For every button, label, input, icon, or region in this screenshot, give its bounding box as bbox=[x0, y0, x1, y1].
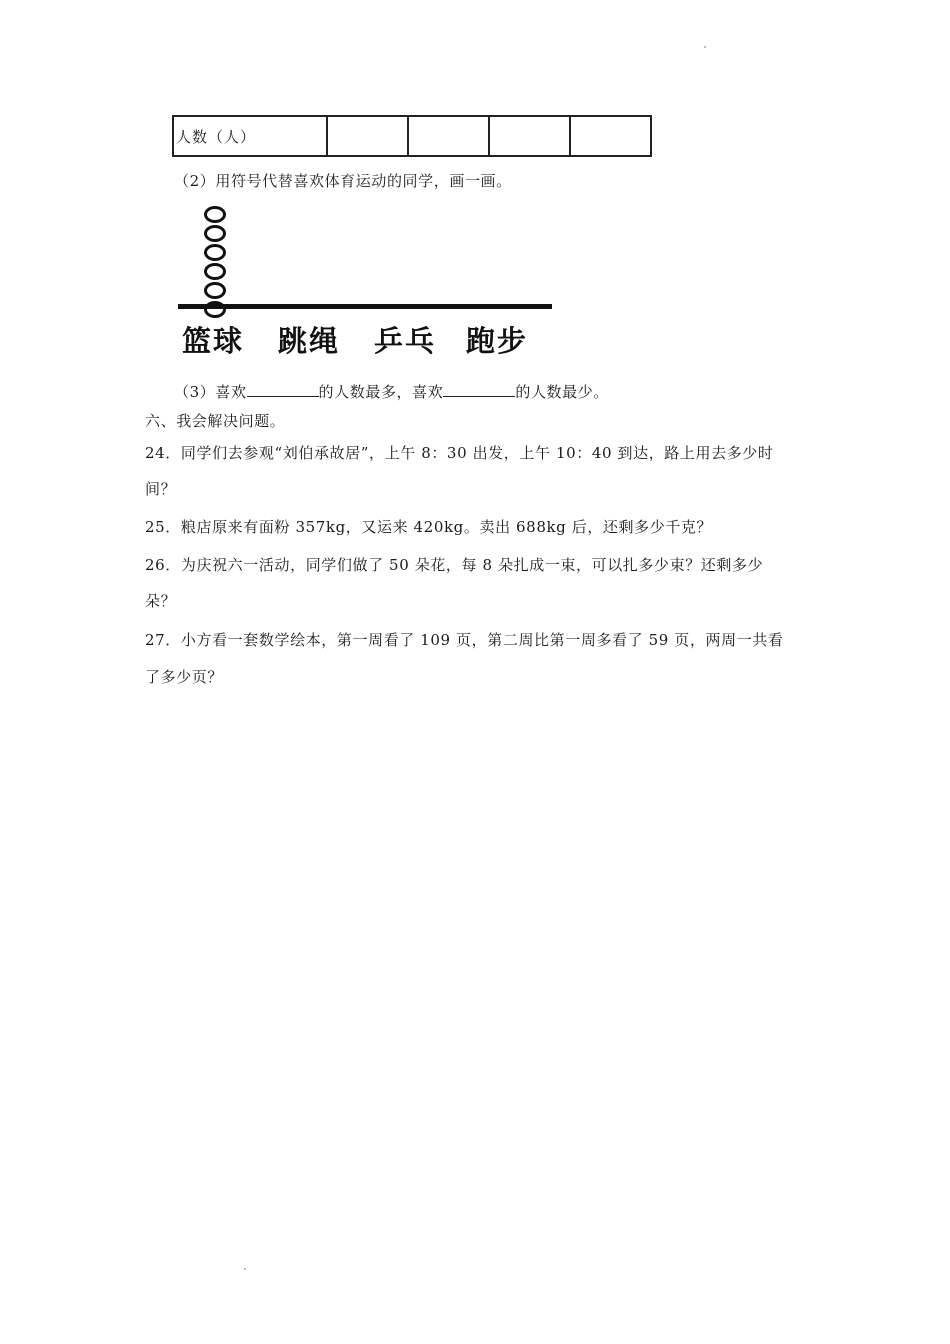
scan-speck bbox=[704, 46, 706, 48]
question-26-line2: 朵？ bbox=[145, 592, 177, 610]
question-3-part2: 的人数最多，喜欢 bbox=[318, 383, 444, 401]
label-running: 跑步 bbox=[466, 324, 529, 358]
question-3 bbox=[174, 381, 609, 402]
ring-symbol bbox=[204, 282, 226, 299]
table-row bbox=[173, 116, 651, 156]
label-jump-rope: 跳绳 bbox=[278, 324, 341, 358]
question-3-part1: （3）喜欢 bbox=[174, 383, 247, 401]
question-3-part3: 的人数最少。 bbox=[515, 383, 609, 401]
section-heading: 六、我会解决问题。 bbox=[145, 412, 286, 430]
table-cell-jump-rope[interactable] bbox=[408, 116, 489, 156]
table-cell-running[interactable] bbox=[570, 116, 651, 156]
answer-blank-least[interactable] bbox=[443, 382, 515, 397]
question-25-line1: 25．粮店原来有面粉 357kg，又运来 420kg。卖出 688kg 后，还剩多少千克？ bbox=[145, 518, 713, 536]
table-cell-ping-pong[interactable] bbox=[489, 116, 570, 156]
question-2-text: （2）用符号代替喜欢体育运动的同学，画一画。 bbox=[174, 172, 512, 190]
ring-stack bbox=[204, 206, 226, 320]
question-26-line1: 26．为庆祝六一活动，同学们做了 50 朵花，每 8 朵扎成一束，可以扎多少束？还剩多少 bbox=[145, 556, 764, 574]
question-27-line1: 27．小方看一套数学绘本，第一周看了 109 页，第二周比第一周多看了 59 页，两周一共看 bbox=[145, 631, 784, 649]
table-cell-basketball[interactable] bbox=[327, 116, 408, 156]
ring-symbol bbox=[204, 225, 226, 242]
drawing-baseline bbox=[178, 304, 552, 309]
question-24-line2: 间？ bbox=[145, 480, 177, 498]
count-table bbox=[172, 115, 652, 157]
ring-symbol bbox=[204, 206, 226, 223]
table-row-label: 人数（人） bbox=[173, 116, 327, 156]
sports-drawing bbox=[176, 200, 556, 365]
scan-speck bbox=[244, 1268, 246, 1270]
question-27-line2: 了多少页？ bbox=[145, 668, 224, 686]
ring-symbol bbox=[204, 263, 226, 280]
question-24-line1: 24．同学们去参观“刘伯承故居”，上午 8：30 出发，上午 10：40 到达，路上用去多少时 bbox=[145, 444, 774, 462]
ring-symbol bbox=[204, 244, 226, 261]
label-ping-pong: 乒乓 bbox=[374, 324, 437, 358]
label-basketball: 篮球 bbox=[182, 324, 245, 358]
answer-blank-most[interactable] bbox=[247, 382, 319, 397]
